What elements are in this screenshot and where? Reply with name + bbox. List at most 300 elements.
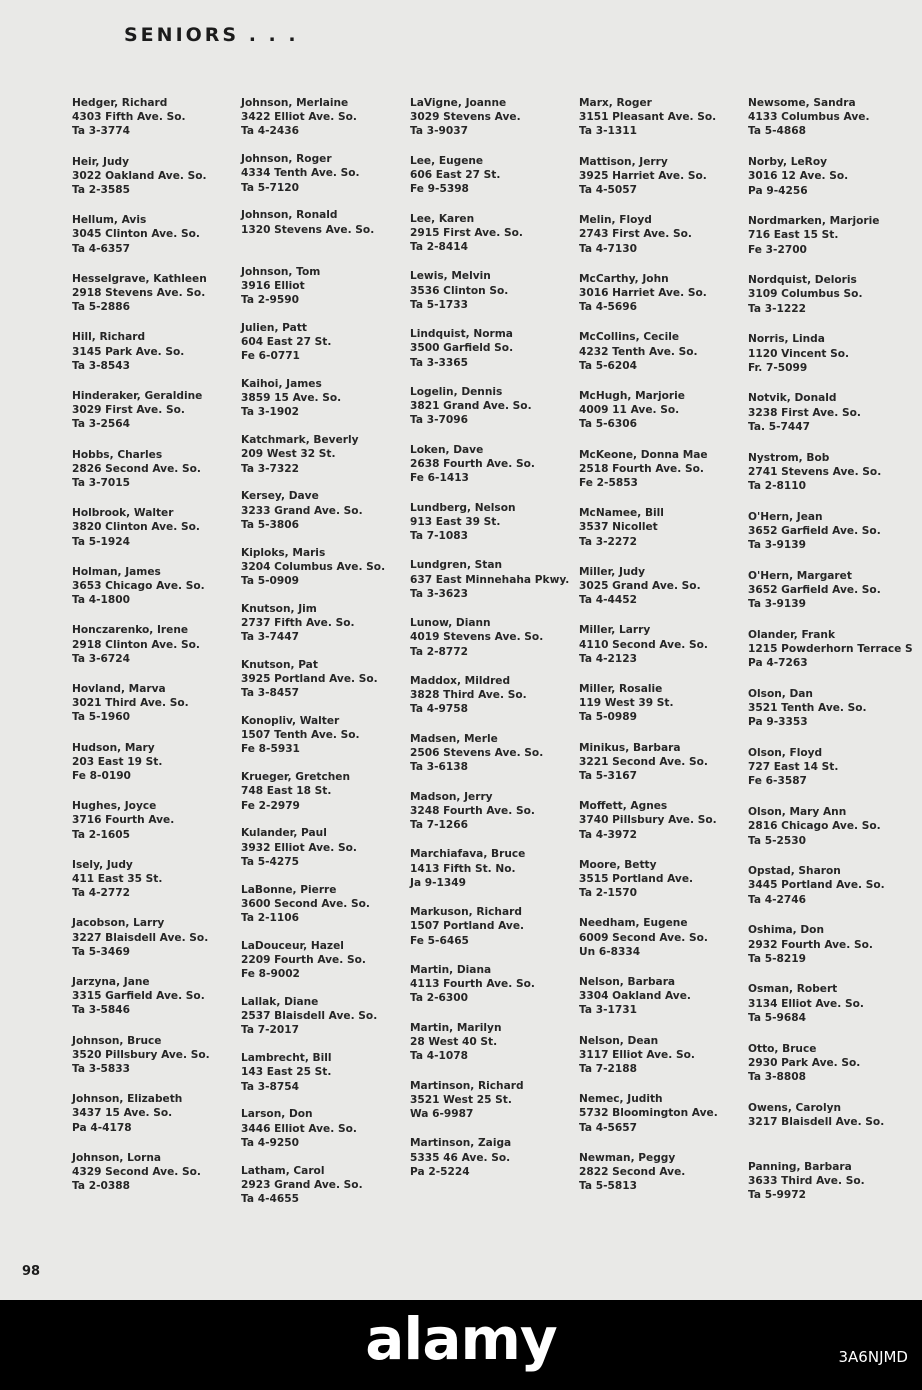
student-name: Martinson, Zaiga xyxy=(410,1137,512,1150)
student-entry xyxy=(579,741,718,800)
student-address: 3740 Pillsbury Ave. So. xyxy=(579,814,717,827)
student-name: Larson, Don xyxy=(241,1108,313,1121)
student-name: McHugh, Marjorie xyxy=(579,389,685,402)
student-address: 3422 Elliot Ave. So. xyxy=(241,111,357,124)
student-address: 3134 Elliot Ave. So. xyxy=(748,997,864,1010)
student-entry xyxy=(579,389,718,448)
student-entry xyxy=(241,602,385,658)
student-entry xyxy=(72,330,210,389)
student-address: 3916 Elliot xyxy=(241,279,305,292)
student-name: Olson, Floyd xyxy=(748,747,823,760)
student-entry xyxy=(579,623,718,682)
student-phone: Ta 3-1902 xyxy=(241,406,299,419)
student-phone: Ta 3-9139 xyxy=(748,598,806,611)
student-address: 3925 Harriet Ave. So. xyxy=(579,169,707,182)
student-entry xyxy=(579,506,718,565)
student-phone: Ta 2-0388 xyxy=(72,1180,130,1193)
stock-image-id: 3A6NJMD xyxy=(838,1348,908,1366)
student-address: 2915 First Ave. So. xyxy=(410,226,523,239)
student-name: Lundberg, Nelson xyxy=(410,501,516,514)
student-name: Knutson, Jim xyxy=(241,602,317,615)
student-entry xyxy=(748,746,913,805)
student-address: 1320 Stevens Ave. So. xyxy=(241,223,375,236)
student-phone: Ta 5-2530 xyxy=(748,834,806,847)
student-address: 209 West 32 St. xyxy=(241,448,336,461)
student-name: Lambrecht, Bill xyxy=(241,1052,332,1065)
student-address: 3633 Third Ave. So. xyxy=(748,1174,865,1187)
student-name: Newman, Peggy xyxy=(579,1151,676,1164)
student-phone: Ta 3-5846 xyxy=(72,1004,130,1017)
student-name: Olander, Frank xyxy=(748,628,835,641)
student-entry xyxy=(241,546,385,602)
student-entry xyxy=(579,565,718,624)
student-phone: Wa 6-9987 xyxy=(410,1107,474,1120)
directory-column xyxy=(748,96,913,1219)
student-name: Lallak, Diane xyxy=(241,996,319,1008)
student-entry xyxy=(748,1101,913,1160)
student-name: Osman, Robert xyxy=(748,983,838,996)
student-phone: Ta 3-2272 xyxy=(579,535,637,548)
student-address: 2918 Stevens Ave. So. xyxy=(72,286,206,299)
student-phone: Ta 4-2123 xyxy=(579,652,637,665)
student-entry xyxy=(410,443,569,501)
student-phone: Ta 4-1800 xyxy=(72,594,130,607)
directory-column xyxy=(72,96,210,1209)
student-entry xyxy=(241,658,385,714)
student-name: Jacobson, Larry xyxy=(72,917,165,930)
student-address: 2743 First Ave. So. xyxy=(579,228,692,241)
student-entry xyxy=(72,1034,210,1093)
student-name: Miller, Rosalie xyxy=(579,682,663,695)
student-entry xyxy=(748,628,913,687)
student-name: Martin, Diana xyxy=(410,963,492,976)
student-phone: Ta 3-5833 xyxy=(72,1062,130,1075)
student-address: 2918 Clinton Ave. So. xyxy=(72,638,200,651)
student-name: Miller, Judy xyxy=(579,565,645,578)
student-phone: Ta 3-1311 xyxy=(579,125,637,138)
student-phone: Ta 3-6724 xyxy=(72,652,130,665)
student-address: 1215 Powderhorn Terrace S xyxy=(748,643,913,656)
student-address: 4019 Stevens Ave. So. xyxy=(410,631,544,644)
student-address: 6009 Second Ave. So. xyxy=(579,931,708,944)
student-address: 28 West 40 St. xyxy=(410,1035,498,1048)
student-phone: Fe 2-2979 xyxy=(241,799,300,812)
student-phone: Pa 4-7263 xyxy=(748,657,808,670)
student-address: 1120 Vincent So. xyxy=(748,347,850,360)
student-address: 411 East 35 St. xyxy=(72,872,163,885)
student-phone: Ta 4-9250 xyxy=(241,1136,299,1149)
student-entry xyxy=(241,826,385,882)
student-name: Marx, Roger xyxy=(579,97,652,109)
student-phone: Ta 2-8772 xyxy=(410,645,468,658)
student-name: Martin, Marilyn xyxy=(410,1021,502,1034)
student-name: Johnson, Roger xyxy=(241,153,332,166)
student-address: 3521 Tenth Ave. So. xyxy=(748,702,867,715)
student-name: Norris, Linda xyxy=(748,333,825,346)
student-address: 3304 Oakland Ave. xyxy=(579,990,691,1003)
student-entry xyxy=(579,1151,718,1210)
student-name: Nordmarken, Marjorie xyxy=(748,215,880,228)
student-address: 5335 46 Ave. So. xyxy=(410,1151,511,1164)
student-phone: Fe 5-6465 xyxy=(410,934,469,947)
student-address: 2741 Stevens Ave. So. xyxy=(748,465,882,478)
student-phone: Ta 4-3972 xyxy=(579,828,637,841)
student-address: 604 East 27 St. xyxy=(241,335,332,348)
student-name: Lee, Karen xyxy=(410,212,475,225)
student-name: Loken, Dave xyxy=(410,443,484,456)
student-name: Markuson, Richard xyxy=(410,906,522,919)
student-address: 4232 Tenth Ave. So. xyxy=(579,345,698,358)
student-entry xyxy=(241,770,385,826)
student-phone: Ta 4-4655 xyxy=(241,1192,299,1205)
student-entry xyxy=(410,1021,569,1079)
student-phone: Ta 3-3365 xyxy=(410,356,468,369)
student-address: 3109 Columbus So. xyxy=(748,288,863,301)
student-name: LaVigne, Joanne xyxy=(410,97,507,109)
student-entry xyxy=(748,569,913,628)
student-phone: Ta 4-5057 xyxy=(579,184,637,196)
student-address: 3315 Garfield Ave. So. xyxy=(72,990,205,1003)
student-address: 143 East 25 St. xyxy=(241,1066,332,1079)
student-phone: Ta 2-1570 xyxy=(579,887,637,900)
student-phone: Ta 5-4868 xyxy=(748,125,806,138)
student-phone: Ta 3-3623 xyxy=(410,587,468,600)
student-name: Nemec, Judith xyxy=(579,1093,663,1106)
student-address: 3016 12 Ave. So. xyxy=(748,170,849,183)
student-phone: Ta 4-7130 xyxy=(579,242,637,255)
student-entry xyxy=(579,858,718,917)
student-name: Hughes, Joyce xyxy=(72,800,157,813)
student-phone: Ta 5-9972 xyxy=(748,1189,806,1202)
directory-column xyxy=(579,96,718,1209)
student-address: 3217 Blaisdell Ave. So. xyxy=(748,1115,885,1128)
student-phone: Pa 9-4256 xyxy=(748,184,808,197)
student-address: 3117 Elliot Ave. So. xyxy=(579,1048,695,1061)
brand-logo: alamy xyxy=(365,1305,557,1373)
student-phone: Ta 5-2886 xyxy=(72,301,130,314)
student-entry xyxy=(410,558,569,616)
student-name: McCarthy, John xyxy=(579,272,669,285)
student-entry xyxy=(410,385,569,443)
student-address: 3204 Columbus Ave. So. xyxy=(241,560,386,573)
student-phone: Fe 3-2700 xyxy=(748,243,807,256)
student-address: 3145 Park Ave. So. xyxy=(72,345,185,358)
student-entry xyxy=(748,923,913,982)
student-phone: Ta 4-5657 xyxy=(579,1121,637,1134)
student-address: 5732 Bloomington Ave. xyxy=(579,1107,718,1120)
student-phone: Ta 2-8414 xyxy=(410,241,468,253)
student-phone: Ta 7-1083 xyxy=(410,529,468,542)
student-name: Jarzyna, Jane xyxy=(72,975,150,988)
student-phone: Ta 5-1733 xyxy=(410,298,468,311)
student-entry xyxy=(579,682,718,741)
student-name: Krueger, Gretchen xyxy=(241,771,351,784)
student-address: 3446 Elliot Ave. So. xyxy=(241,1122,357,1135)
student-phone: Ta 7-1266 xyxy=(410,818,468,831)
student-name: Kaihoi, James xyxy=(241,377,322,390)
student-entry xyxy=(410,96,569,154)
student-entry xyxy=(241,265,385,321)
student-name: Julien, Patt xyxy=(241,321,307,334)
student-name: Lundgren, Stan xyxy=(410,559,503,572)
student-address: 2737 Fifth Ave. So. xyxy=(241,616,355,629)
student-name: O'Hern, Margaret xyxy=(748,569,852,582)
student-phone: Ta 5-3167 xyxy=(579,769,637,782)
student-entry xyxy=(72,155,210,214)
student-entry xyxy=(579,96,718,155)
student-address: 3536 Clinton So. xyxy=(410,284,509,297)
student-phone: Ta 2-3585 xyxy=(72,184,130,196)
student-address: 2209 Fourth Ave. So. xyxy=(241,954,366,967)
student-entry xyxy=(410,847,569,905)
student-entry xyxy=(241,96,385,152)
student-phone: Fe 2-5853 xyxy=(579,476,638,489)
student-phone: Ta 5-4275 xyxy=(241,855,299,868)
student-entry xyxy=(579,916,718,975)
student-address: 3151 Pleasant Ave. So. xyxy=(579,111,717,124)
student-name: Olson, Mary Ann xyxy=(748,806,847,819)
student-entry xyxy=(72,448,210,507)
student-address: 3652 Garfield Ave. So. xyxy=(748,583,881,596)
student-address: 119 West 39 St. xyxy=(579,697,674,710)
student-phone: Ta 3-7322 xyxy=(241,462,299,475)
student-name: Logelin, Dennis xyxy=(410,385,503,398)
student-name: Holman, James xyxy=(72,565,161,578)
student-address: 2816 Chicago Ave. So. xyxy=(748,820,881,833)
student-entry xyxy=(748,864,913,923)
student-entry xyxy=(748,1160,913,1219)
student-entry xyxy=(72,741,210,800)
student-name: LaDouceur, Hazel xyxy=(241,939,344,952)
student-name: Owens, Carolyn xyxy=(748,1101,842,1114)
student-address: 4113 Fourth Ave. So. xyxy=(410,978,535,991)
student-entry xyxy=(72,1092,210,1151)
student-phone: Fe 6-0771 xyxy=(241,350,300,363)
student-phone: Ta 3-2564 xyxy=(72,418,130,431)
student-name: Nelson, Dean xyxy=(579,1034,659,1047)
student-phone: Ta. 5-7447 xyxy=(748,420,810,433)
student-entry xyxy=(579,330,718,389)
student-address: 4009 11 Ave. So. xyxy=(579,404,680,417)
student-phone: Ta 5-1924 xyxy=(72,535,130,548)
student-address: 3238 First Ave. So. xyxy=(748,406,861,419)
student-address: 1413 Fifth St. No. xyxy=(410,862,516,875)
student-entry xyxy=(72,858,210,917)
student-name: Isely, Judy xyxy=(72,858,133,871)
student-name: Maddox, Mildred xyxy=(410,674,511,687)
student-phone: Ta 7-2188 xyxy=(579,1062,637,1075)
student-phone: Pa 9-3353 xyxy=(748,716,808,729)
student-phone: Ta 7-2017 xyxy=(241,1024,299,1037)
directory-column xyxy=(241,96,385,1220)
student-phone: Ta 5-5813 xyxy=(579,1180,637,1193)
student-phone: Ta 4-9758 xyxy=(410,703,468,716)
student-name: Newsome, Sandra xyxy=(748,97,856,109)
student-entry xyxy=(72,272,210,331)
student-address: 4110 Second Ave. So. xyxy=(579,638,708,651)
student-name: Lindquist, Norma xyxy=(410,328,513,341)
student-phone: Ta 5-7120 xyxy=(241,181,299,194)
student-address: 3859 15 Ave. So. xyxy=(241,392,342,405)
student-phone: Ta 4-2746 xyxy=(748,893,806,906)
student-name: Kulander, Paul xyxy=(241,827,327,840)
student-phone: Ta 5-6204 xyxy=(579,359,637,372)
student-address: 3021 Third Ave. So. xyxy=(72,697,189,710)
student-phone: Ta 5-0909 xyxy=(241,574,299,587)
student-entry xyxy=(410,1079,569,1137)
student-name: Otto, Bruce xyxy=(748,1042,817,1055)
student-entry xyxy=(748,1042,913,1101)
student-name: Johnson, Tom xyxy=(241,265,321,278)
student-entry xyxy=(410,790,569,848)
section-heading: SENIORS . . . xyxy=(124,24,299,46)
student-address: 2537 Blaisdell Ave. So. xyxy=(241,1010,378,1023)
student-phone: Ta 4-4452 xyxy=(579,594,637,607)
student-entry xyxy=(241,714,385,770)
directory-column xyxy=(410,96,569,1194)
student-entry xyxy=(241,208,385,264)
student-entry xyxy=(410,327,569,385)
student-name: Nordquist, Deloris xyxy=(748,274,857,287)
student-entry xyxy=(748,982,913,1041)
student-entry xyxy=(410,1136,569,1194)
student-entry xyxy=(72,506,210,565)
student-entry xyxy=(241,321,385,377)
student-name: Melin, Floyd xyxy=(579,214,652,227)
student-entry xyxy=(748,805,913,864)
student-address: 4334 Tenth Ave. So. xyxy=(241,167,360,180)
student-name: Konopliv, Walter xyxy=(241,715,340,728)
student-address: 4303 Fifth Ave. So. xyxy=(72,111,186,124)
student-entry xyxy=(579,448,718,507)
student-name: O'Hern, Jean xyxy=(748,510,823,523)
student-entry xyxy=(748,391,913,450)
student-address: 1507 Portland Ave. xyxy=(410,920,525,933)
student-name: Kersey, Dave xyxy=(241,490,319,503)
student-address: 2518 Fourth Ave. So. xyxy=(579,462,704,475)
student-name: Kiploks, Maris xyxy=(241,546,326,559)
student-phone: Ta 2-9590 xyxy=(241,293,299,306)
student-address: 3521 West 25 St. xyxy=(410,1093,512,1106)
student-name: Olson, Dan xyxy=(748,687,813,700)
student-address: 3029 Stevens Ave. xyxy=(410,111,521,124)
student-name: Nystrom, Bob xyxy=(748,451,830,464)
student-phone: Ta 4-5696 xyxy=(579,301,637,314)
student-entry xyxy=(72,1151,210,1210)
student-name: Honczarenko, Irene xyxy=(72,624,189,637)
student-name: Panning, Barbara xyxy=(748,1160,852,1173)
student-phone: Ta 3-1731 xyxy=(579,1004,637,1017)
student-name: Johnson, Ronald xyxy=(241,209,338,222)
student-phone: Ta 3-3774 xyxy=(72,125,130,138)
student-entry xyxy=(72,565,210,624)
student-phone: Ta 5-0989 xyxy=(579,711,637,724)
student-phone: Ta 5-3806 xyxy=(241,518,299,531)
student-phone: Fe 6-3587 xyxy=(748,775,807,788)
student-name: Latham, Carol xyxy=(241,1164,325,1177)
student-name: Norby, LeRoy xyxy=(748,156,828,169)
student-entry xyxy=(748,155,913,214)
student-name: Hesselgrave, Kathleen xyxy=(72,272,207,285)
student-entry xyxy=(748,510,913,569)
student-address: 2923 Grand Ave. So. xyxy=(241,1178,363,1191)
student-entry xyxy=(72,96,210,155)
student-name: Opstad, Sharon xyxy=(748,865,841,878)
student-entry xyxy=(241,995,385,1051)
student-name: Mattison, Jerry xyxy=(579,155,668,168)
student-address: 4329 Second Ave. So. xyxy=(72,1165,201,1178)
student-entry xyxy=(241,489,385,545)
student-entry xyxy=(241,1051,385,1107)
student-phone: Ta 2-6300 xyxy=(410,992,468,1005)
student-entry xyxy=(579,1092,718,1151)
student-address: 3029 First Ave. So. xyxy=(72,404,185,417)
student-phone: Ta 3-8808 xyxy=(748,1070,806,1083)
student-entry xyxy=(72,623,210,682)
student-name: Johnson, Bruce xyxy=(72,1034,162,1047)
student-name: Johnson, Lorna xyxy=(72,1151,162,1164)
student-address: 3022 Oakland Ave. So. xyxy=(72,169,207,182)
student-entry xyxy=(579,155,718,214)
student-entry xyxy=(72,682,210,741)
student-phone: Ta 2-1106 xyxy=(241,912,299,925)
student-name: Moffett, Agnes xyxy=(579,800,668,813)
student-entry xyxy=(748,273,913,332)
student-name: Johnson, Merlaine xyxy=(241,97,349,109)
student-phone: Ta 5-1960 xyxy=(72,711,130,724)
student-address: 727 East 14 St. xyxy=(748,761,839,774)
student-phone: Ta 5-3469 xyxy=(72,945,130,958)
student-address: 2638 Fourth Ave. So. xyxy=(410,457,535,470)
student-entry xyxy=(241,883,385,939)
student-phone: Un 6-8334 xyxy=(579,945,641,958)
student-name: Lunow, Diann xyxy=(410,617,491,630)
student-entry xyxy=(748,687,913,746)
student-entry xyxy=(579,975,718,1034)
student-phone: Ta 4-2436 xyxy=(241,125,299,138)
student-phone: Ta 3-8754 xyxy=(241,1080,299,1093)
student-entry xyxy=(410,501,569,559)
student-address: 2826 Second Ave. So. xyxy=(72,462,201,475)
student-name: Oshima, Don xyxy=(748,924,824,937)
student-address: 3016 Harriet Ave. So. xyxy=(579,286,707,299)
student-name: McNamee, Bill xyxy=(579,507,664,520)
student-entry xyxy=(748,214,913,273)
student-address: 3445 Portland Ave. So. xyxy=(748,879,885,892)
student-entry xyxy=(579,1034,718,1093)
student-entry xyxy=(579,272,718,331)
student-entry xyxy=(410,154,569,212)
student-entry xyxy=(410,905,569,963)
student-address: 3820 Clinton Ave. So. xyxy=(72,521,200,534)
student-name: Knutson, Pat xyxy=(241,658,318,671)
student-phone: Ta 3-9139 xyxy=(748,539,806,552)
student-name: Hinderaker, Geraldine xyxy=(72,389,203,402)
student-name: Hudson, Mary xyxy=(72,741,155,754)
student-phone: Pa 4-4178 xyxy=(72,1121,132,1134)
student-phone: Fe 8-5931 xyxy=(241,743,300,756)
student-entry xyxy=(748,332,913,391)
student-name: Katchmark, Beverly xyxy=(241,434,359,447)
student-name: Moore, Betty xyxy=(579,858,657,871)
student-name: Holbrook, Walter xyxy=(72,507,174,520)
student-name: LaBonne, Pierre xyxy=(241,883,337,896)
student-phone: Ta 3-7015 xyxy=(72,476,130,489)
student-name: Johnson, Elizabeth xyxy=(72,1093,183,1106)
student-address: 3821 Grand Ave. So. xyxy=(410,400,532,413)
student-entry xyxy=(72,799,210,858)
student-phone: Ta 2-1605 xyxy=(72,828,130,841)
